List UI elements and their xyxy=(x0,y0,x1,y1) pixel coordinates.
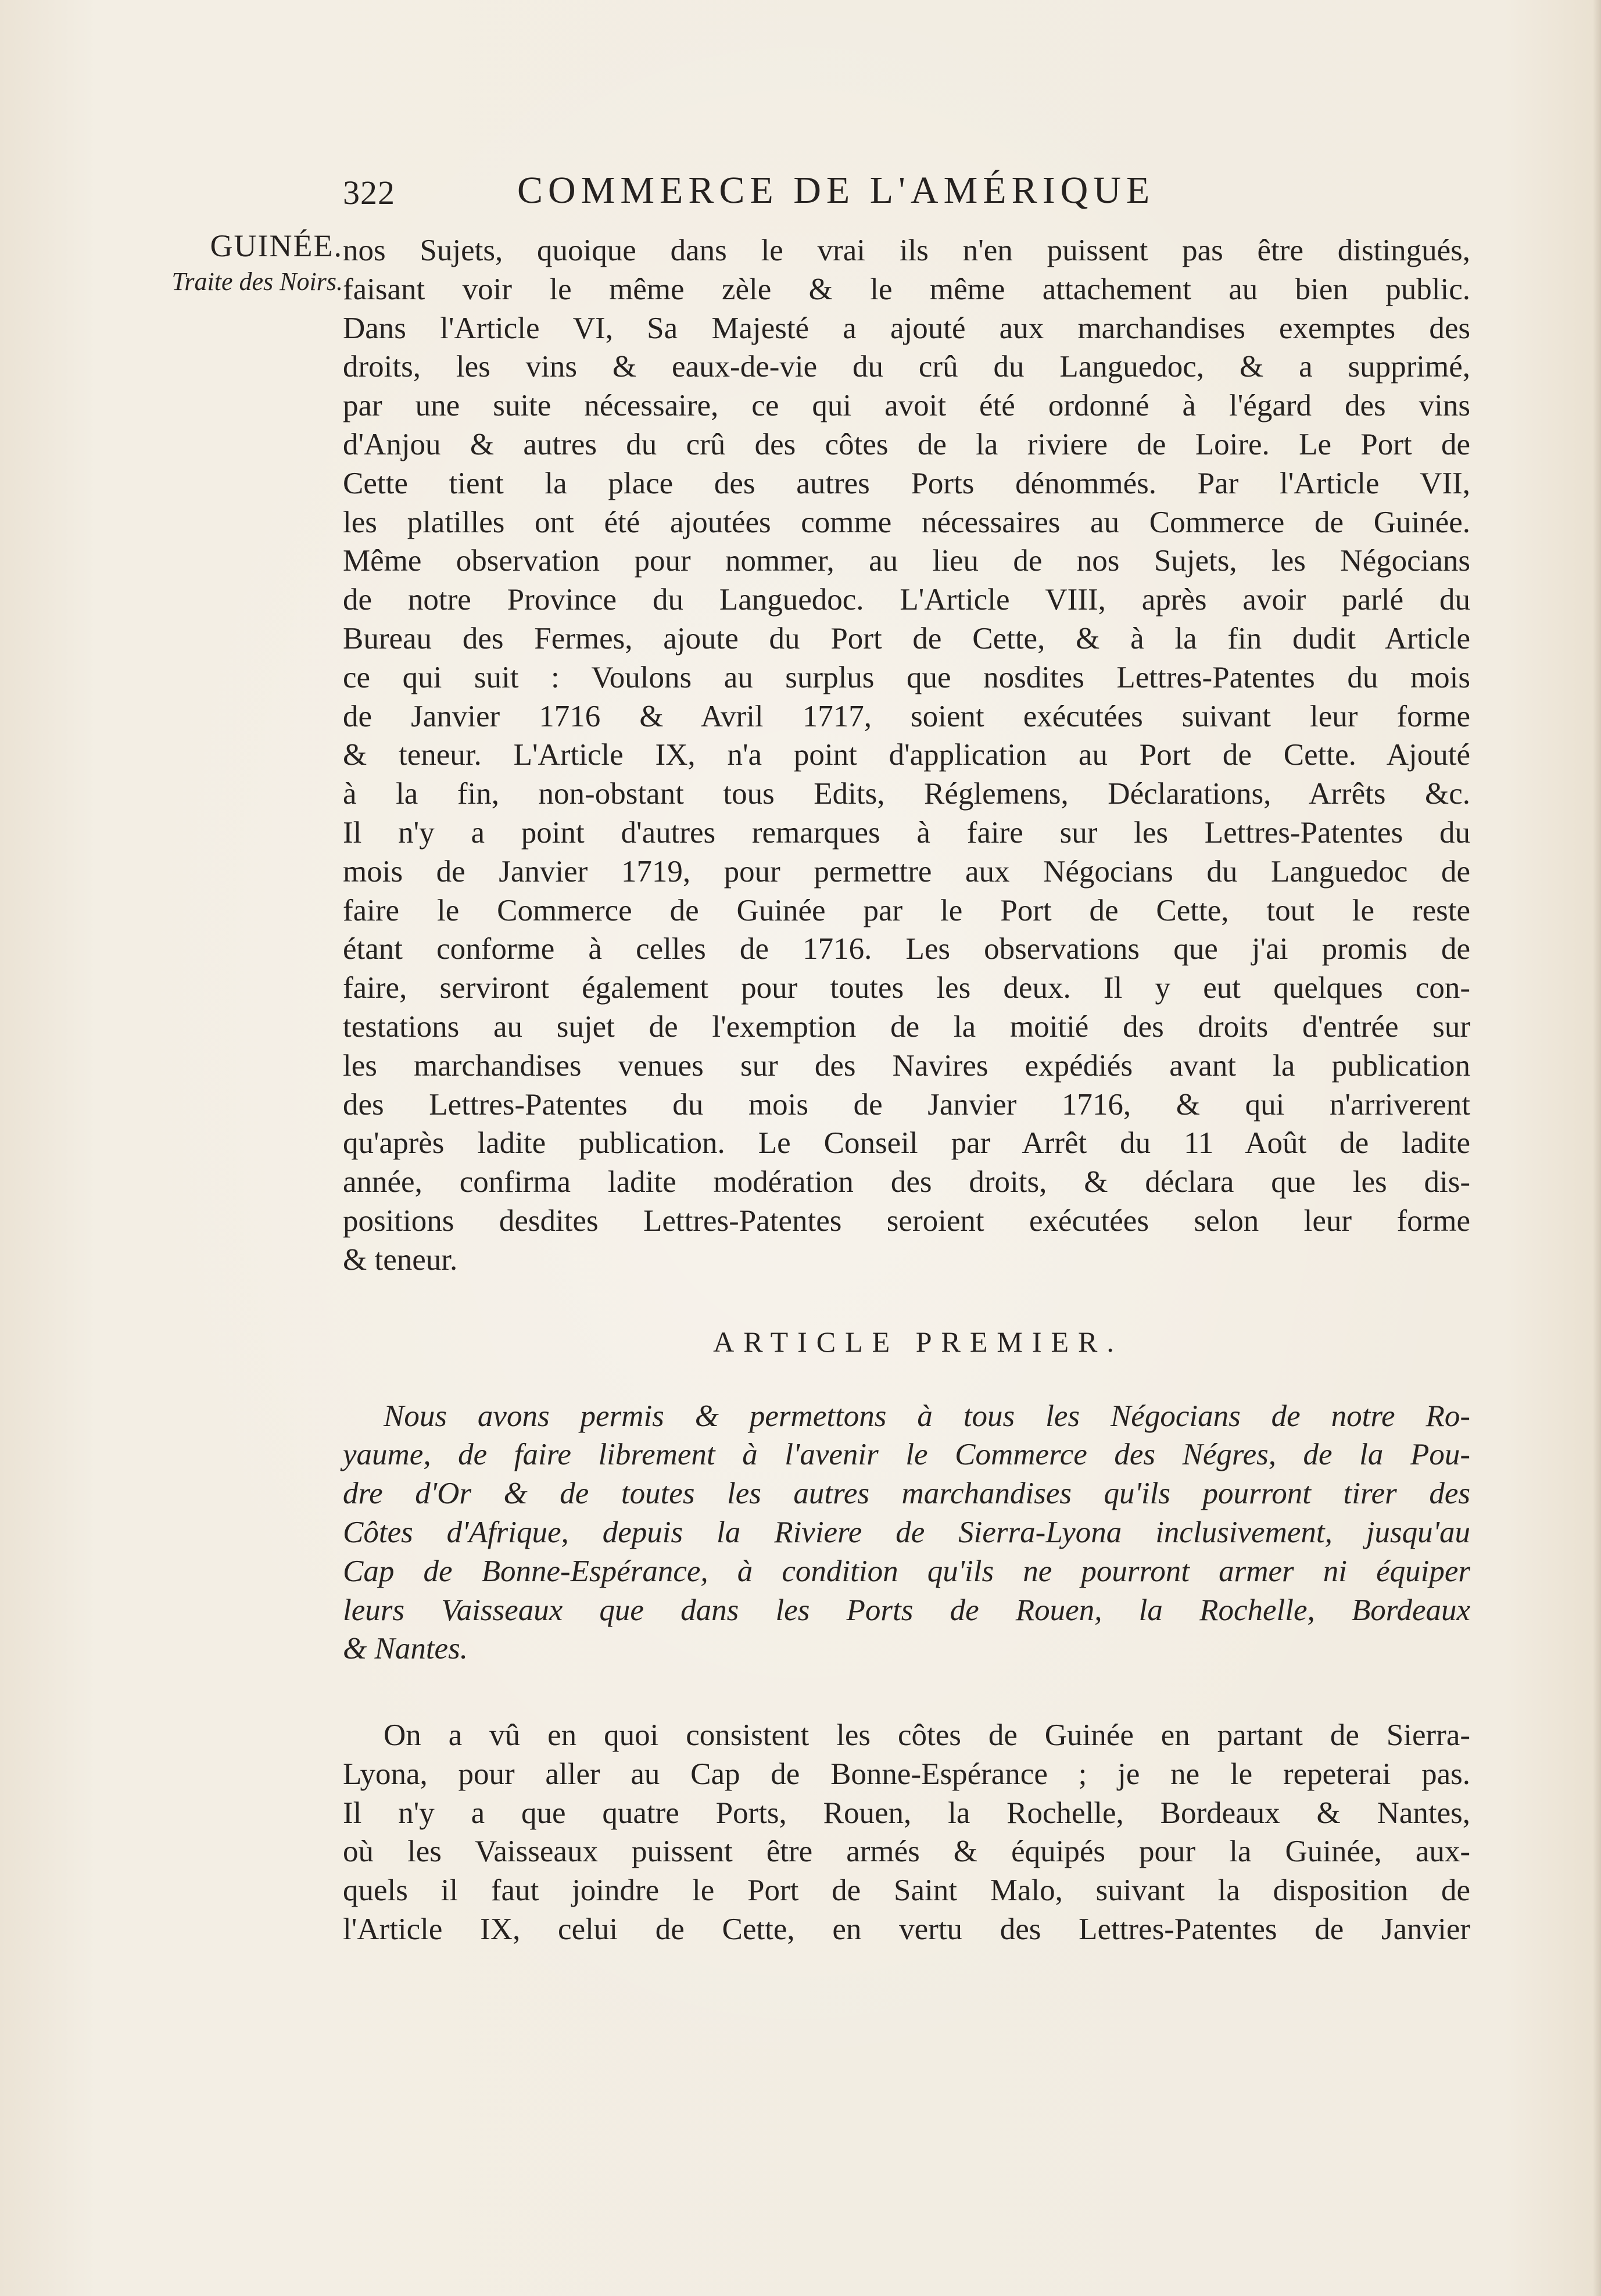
text-line: nos Sujets, quoique dans le vrai ils n'en puissent pas être distingués, xyxy=(343,234,1470,267)
commentary-paragraph xyxy=(343,1716,1470,1949)
text-line: dre d'Or & de toutes les autres marchandises qu'ils pourront tirer des xyxy=(343,1477,1470,1511)
text-line: & Nantes. xyxy=(343,1632,468,1666)
text-line: Il n'y a point d'autres remarques à faire sur les Lettres-Patentes du xyxy=(343,815,1470,850)
page-edge-shadow xyxy=(1593,0,1601,2296)
margin-note-place: GUINÉE. xyxy=(210,228,343,263)
running-head xyxy=(343,163,1308,215)
text-line: mois de Janvier 1719, pour permettre aux Négocians du Languedoc de xyxy=(343,854,1470,889)
page-number: 322 xyxy=(343,174,395,212)
text-line: année, confirma ladite modération des droits, & déclara que les dis- xyxy=(343,1165,1470,1199)
text-line: ce qui suit : Voulons au surplus que nosdites Lettres-Patentes du mois xyxy=(343,660,1470,694)
text-line: Dans l'Article VI, Sa Majesté a ajouté aux marchandises exemptes des xyxy=(343,311,1470,345)
text-line: Nous avons permis & permettons à tous les Négocians de notre Ro- xyxy=(384,1399,1470,1433)
text-line: d'Anjou & autres du crû des côtes de la riviere de Loire. Le Port de xyxy=(343,427,1470,461)
body-text xyxy=(343,231,1470,1949)
text-line: quels il faut joindre le Port de Saint Malo, suivant la disposition de xyxy=(343,1874,1470,1908)
text-line: testations au sujet de l'exemption de la moitié des droits d'entrée sur xyxy=(343,1009,1470,1044)
text-line: Lyona, pour aller au Cap de Bonne-Espérance ; je ne le repeterai pas. xyxy=(343,1757,1470,1791)
text-line: faire, serviront également pour toutes les deux. Il y eut quelques con- xyxy=(343,971,1470,1005)
text-line: Cap de Bonne-Espérance, à condition qu'ils ne pourront armer ni équiper xyxy=(343,1554,1470,1588)
text-line: Il n'y a que quatre Ports, Rouen, la Rochelle, Bordeaux & Nantes, xyxy=(343,1796,1470,1830)
text-line: des Lettres-Patentes du mois de Janvier 1716, & qui n'arriverent xyxy=(343,1087,1470,1122)
text-line: faire le Commerce de Guinée par le Port de Cette, tout le reste xyxy=(343,893,1470,927)
margin-notes xyxy=(122,227,343,299)
text-line: droits, les vins & eaux-de-vie du crû du Languedoc, & a supprimé, xyxy=(343,350,1470,384)
text-line: & teneur. xyxy=(343,1242,458,1277)
text-line: On a vû en quoi consistent les côtes de Guinée en partant de Sierra- xyxy=(384,1718,1470,1753)
text-line: Bureau des Fermes, ajoute du Port de Cette, & à la fin dudit Article xyxy=(343,621,1470,656)
text-line: Cette tient la place des autres Ports dénommés. Par l'Article VII, xyxy=(343,466,1470,500)
text-line: de Janvier 1716 & Avril 1717, soient exécutées suivant leur forme xyxy=(343,699,1470,733)
running-title: COMMERCE DE L'AMÉRIQUE xyxy=(517,169,1155,212)
text-line: positions desdites Lettres-Patentes seroient exécutées selon leur forme xyxy=(343,1203,1470,1238)
text-line: par une suite nécessaire, ce qui avoit été ordonné à l'égard des vins xyxy=(343,389,1470,423)
text-line: de notre Province du Languedoc. L'Article VIII, après avoir parlé du xyxy=(343,583,1470,617)
text-line: l'Article IX, celui de Cette, en vertu des Lettres-Patentes de Janvier xyxy=(343,1912,1470,1947)
text-line: faisant voir le même zèle & le même attachement au bien public. xyxy=(343,272,1470,306)
article-heading: ARTICLE PREMIER. xyxy=(713,1325,1123,1358)
text-line: les platilles ont été ajoutées comme nécessaires au Commerce de Guinée. xyxy=(343,505,1470,539)
text-line: où les Vaisseaux puissent être armés & équipés pour la Guinée, aux- xyxy=(343,1835,1470,1869)
margin-note-topic: Traite des Noirs. xyxy=(171,267,343,296)
text-line: les marchandises venues sur des Navires expédiés avant la publication xyxy=(343,1048,1470,1083)
text-line: Côtes d'Afrique, depuis la Riviere de Sierra-Lyona inclusivement, jusqu'au xyxy=(343,1515,1470,1549)
text-line: leurs Vaisseaux que dans les Ports de Rouen, la Rochelle, Bordeaux xyxy=(343,1593,1470,1627)
text-line: & teneur. L'Article IX, n'a point d'application au Port de Cette. Ajouté xyxy=(343,738,1470,772)
text-line: Même observation pour nommer, au lieu de nos Sujets, les Négocians xyxy=(343,544,1470,578)
text-line: qu'après ladite publication. Le Conseil par Arrêt du 11 Août de ladite xyxy=(343,1126,1470,1160)
text-line: étant conforme à celles de 1716. Les observations que j'ai promis de xyxy=(343,932,1470,966)
intro-paragraph xyxy=(343,231,1470,1280)
text-line: à la fin, non-obstant tous Edits, Réglemens, Déclarations, Arrêts &c. xyxy=(343,777,1470,811)
text-line: yaume, de faire librement à l'avenir le Commerce des Négres, de la Pou- xyxy=(343,1438,1470,1472)
article-text xyxy=(343,1397,1470,1669)
